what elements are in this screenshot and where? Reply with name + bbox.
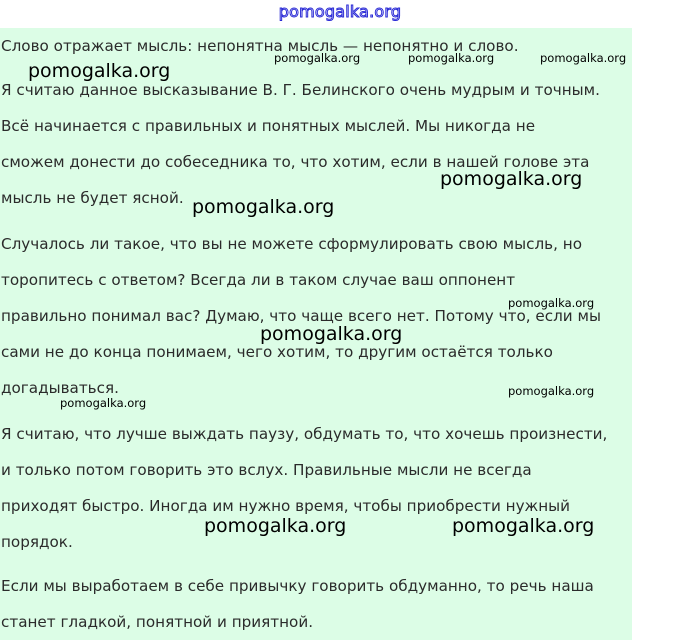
essay-line: Всё начинается с правильных и понятных мыслей. Мы никогда не [1, 117, 536, 135]
watermark: pomogalka.org [274, 51, 361, 65]
essay-line: станет гладкой, понятной и приятной. [1, 613, 314, 631]
essay-line: и только потом говорить это вслух. Правильные мысли не всегда [1, 461, 532, 479]
essay-paragraph-5 [1, 568, 631, 640]
watermark: pomogalka.org [452, 515, 595, 537]
essay-line: Слово отражает мысль: непонятна мысль — непонятно и слово. [1, 37, 519, 55]
essay-paragraph-4 [1, 416, 631, 560]
site-header [0, 0, 680, 28]
watermark: pomogalka.org [28, 60, 171, 82]
watermark: pomogalka.org [408, 51, 495, 65]
essay-line: мысль не будет ясной. [1, 189, 184, 207]
watermark: pomogalka.org [260, 323, 403, 345]
essay-line: приходят быстро. Иногда им нужно время, чтобы приобрести нужный [1, 497, 571, 515]
essay-line: Я считаю данное высказывание В. Г. Белинского очень мудрым и точным. [1, 81, 600, 99]
watermark: pomogalka.org [60, 396, 147, 410]
essay-line: Я считаю, что лучше выждать паузу, обдумать то, что хочешь произнести, [1, 425, 608, 443]
watermark: pomogalka.org [508, 384, 595, 398]
essay-line: догадываться. [1, 379, 119, 397]
essay-line: порядок. [1, 533, 73, 551]
site-logo[interactable]: pomogalka.org [278, 2, 402, 21]
essay-paragraph-3 [1, 226, 631, 406]
watermark: pomogalka.org [440, 168, 583, 190]
essay-line: Случалось ли такое, что вы не можете сформулировать свою мысль, но [1, 235, 582, 253]
essay-line: правильно понимал вас? Думаю, что чаще всего нет. Потому что, если мы [1, 307, 601, 325]
watermark: pomogalka.org [192, 196, 335, 218]
essay-line: торопитесь с ответом? Всегда ли в таком случае ваш оппонент [1, 271, 516, 289]
watermark: pomogalka.org [540, 51, 627, 65]
watermark: pomogalka.org [508, 296, 595, 310]
essay-line: сможем донести до собеседника то, что хотим, если в нашей голове эта [1, 153, 590, 171]
essay-line: сами не до конца понимаем, чего хотим, то другим остаётся только [1, 343, 553, 361]
essay-line: Если мы выработаем в себе привычку говорить обдуманно, то речь наша [1, 577, 594, 595]
watermark: pomogalka.org [204, 515, 347, 537]
